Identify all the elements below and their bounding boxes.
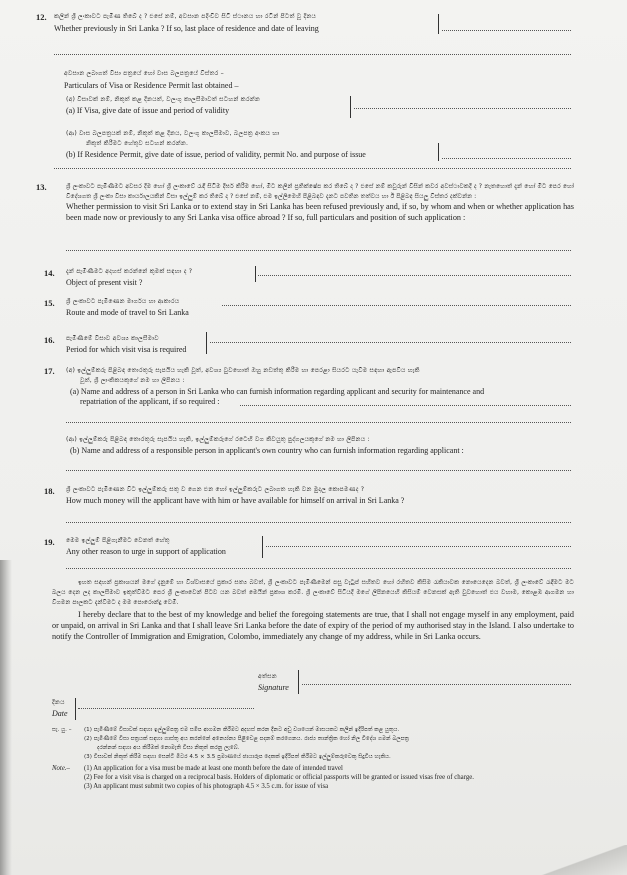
- q13-number: 13.: [36, 182, 47, 192]
- signature-label-sinhala: අත්සන: [258, 673, 277, 680]
- q15-answer-field[interactable]: [222, 305, 571, 306]
- date-brace: [75, 698, 76, 720]
- notes-english-item-2: (2) Fee for a visit visa is charged on a reciprocal basis. Holders of diplomatic or official passports will be granted or issued visas free of charge.: [84, 774, 474, 781]
- q19-answer-field-2[interactable]: [66, 568, 571, 569]
- declaration-sinhala: ඉහත සඳහන් ප්‍රකාශයන් මගේ දැනුමේ හා විශ්වාසයේ ප්‍රකාර සත්‍ය බවත්, ශ්‍රී ලංකාවට පැමිණීමෙන් පසු වැටුප් සහිතව හෝ රහිතව කිසිම රැකියාවක නොයෙදෙන බවත්, ශ්‍රී ලංකාවේ රැඳීමට මට බලය දෙන ලද කාලසීමාව ඉකුත්වීමට පෙර ශ්‍රී ලංකාවෙන් පිටව යන බවත් මෙයින් ප්‍රකාශ කරමි. ශ්‍රී ලංකාවේ සිටියදී මගේ ලිපිනයෙහි කිසියම් වෙනසක් ඇති වුවහොත් එය වහාම, කොළඹ ආගමන හා විගමන පාලකට දැන්වීමට ද මම පොරොන්දු වෙමි.: [52, 579, 574, 606]
- q15-sinhala: ශ්‍රී ලංකාවට පැමිණෙන මාර්ගය හා ආකාරය: [66, 298, 180, 305]
- page-curl: [537, 845, 627, 875]
- q18-number: 18.: [44, 486, 55, 496]
- notes-sinhala-label: සැ. යු. –: [52, 727, 72, 733]
- q14-brace: [255, 266, 256, 282]
- q17b-answer-field[interactable]: [66, 470, 571, 471]
- q12-permit-english: Particulars of Visa or Residence Permit last obtained –: [64, 81, 239, 90]
- q13-answer-field[interactable]: [66, 250, 571, 251]
- q13-english: Whether permission to visit Sri Lanka or to extend stay in Sri Lanka has been refused previously and, if so, by whom and when or whether application has been made now or previously to any Sri Lanka visa office abroad ? If so, full particulars and position of such application :: [66, 202, 574, 222]
- q12-sinhala: කලින් ශ්‍රී ලංකාවට පැමිණ තිබේ ද ? එසේ නම්, අවසාන පදිංචිව සිටි ස්ථානය හා රටින් පිටත් වූ දිනය: [54, 13, 317, 20]
- q14-sinhala: දැන් පැමිණීමට අදහස් කරන්නේ කුමක් සඳහා ද ?: [66, 268, 193, 275]
- q12b-answer-field-2[interactable]: [54, 168, 571, 169]
- q16-answer-field[interactable]: [210, 342, 571, 343]
- q16-english: Period for which visit visa is required: [66, 345, 187, 354]
- q13-text: [66, 182, 574, 223]
- q12b-sinhala-2: නිකුත් කිරීමට හේතුව සටහන් කරන්න.: [86, 140, 189, 147]
- q15-english: Route and mode of travel to Sri Lanka: [66, 308, 189, 317]
- q15-number: 15.: [44, 298, 55, 308]
- q17a-answer-field[interactable]: [240, 405, 571, 406]
- q19-number: 19.: [44, 537, 55, 547]
- q12a-english: (a) If Visa, give date of issue and period of validity: [66, 106, 230, 115]
- q12b-answer-field[interactable]: [442, 158, 571, 159]
- q14-answer-field[interactable]: [258, 275, 571, 276]
- q12b-english: (b) If Residence Permit, give date of issue, period of validity, permit No. and purpose of issue: [66, 150, 366, 159]
- q19-brace: [262, 536, 263, 558]
- notes-english-label: Note.–: [52, 765, 70, 772]
- q17b-english: (b) Name and address of a responsible person in applicant's own country who can furnish information regarding applicant :: [70, 446, 464, 455]
- q13-sinhala: ශ්‍රී ලංකාවට පැමිණීමට අවසර දීම හෝ ශ්‍රී ලංකාවේ රැඳී සිටීම දීර්ඝ කිරීම හෝ, මීට කලින් ප්‍රතික්ෂේප කර තිබේ ද ? එසේ නම් කවුරුන් විසින් කවර අවස්ථාවකදී ද ? නැතහොත් දැන් හෝ මීට පෙර හෝ විදේශගත ශ්‍රී ලංකා වීසා කාර්යාලයකින් වීසා ඉල්ලුම් කර තිබේ ද ? එසේ නම්, එම ඉල්ලීමෙහි පිළිබඳව දැනට පවතින තත්වය හා ඊ පිළිබඳ සියලු විස්තර දක්වන්න :: [66, 183, 574, 200]
- declaration-english: I hereby declare that to the best of my knowledge and belief the foregoing statements are true, that I shall not engage myself in any employment, paid or unpaid, on arrival in Sri Lanka and that I shall leave Sri Lanka before the date of expiry of the period of my authorised stay in the Island. I also undertake to notify the Controller of Immigration and Emigration, Colombo, immediately any change of my address, while in Sri Lanka occurs.: [52, 610, 574, 641]
- q18-answer-field[interactable]: [66, 522, 571, 523]
- q12-english: Whether previously in Sri Lanka ? If so, last place of residence and date of leaving: [54, 24, 319, 33]
- q19-sinhala: මෙම ඉල්ලුම් පිළිගැනීමට වෙනත් හේතු: [66, 537, 170, 544]
- scan-shadow: [0, 560, 12, 875]
- q16-brace: [206, 332, 207, 354]
- q17a-answer-field-2[interactable]: [66, 422, 571, 423]
- notes-english-item-1: (1) An application for a visa must be made at least one month before the date of intended travel: [84, 765, 343, 772]
- q18-english: How much money will the applicant have with him or have available for himself on arrival in Sri Lanka ?: [66, 496, 405, 505]
- q17b-sinhala: (ආ) ඉල්ලුම්කරු පිළිබඳ තොරතුරු සැපයිය හැකි, ඉල්ලුම්කරුගේ රටෙහි වග කිවයුතු පුද්ගලයකුගේ නම හා ලිපිනය :: [66, 436, 370, 443]
- notes-english-item-3: (3) An applicant must submit two copies of his photograph 4.5 × 3.5 c.m. for issue of visa: [84, 783, 329, 790]
- q16-number: 16.: [44, 335, 55, 345]
- q12a-brace: [350, 96, 351, 118]
- q12-brace: [438, 14, 439, 34]
- q17a-english-1: (a) Name and address of a person in Sri Lanka who can furnish information regarding applicant and security for maintenance and: [70, 387, 485, 396]
- date-label-sinhala: දිනය: [52, 699, 65, 706]
- q12a-answer-field[interactable]: [354, 108, 571, 109]
- signature-brace: [298, 670, 299, 694]
- notes-sinhala-item-2: (2) පැමිණීමේ වීසා පත්‍රයක් සඳහා ගාස්තු අය කරන්නේ අන්‍යෝන්‍ය පිළිවෙළ පදනම් කරගෙනය. රාජ්‍ය තාන්ත්‍රික හෝ නිල විදේශ ගමන් බලපත්‍ර: [84, 736, 409, 742]
- q12-number: 12.: [36, 12, 47, 22]
- q12-answer-field-2[interactable]: [54, 54, 571, 55]
- date-field[interactable]: [78, 708, 254, 709]
- q14-english: Object of present visit ?: [66, 278, 143, 287]
- q19-answer-field[interactable]: [266, 546, 571, 547]
- q18-sinhala: ශ්‍රී ලංකාවට පැමිණෙන විට ඉල්ලුම්කරු සතු ව ගෙන එන හෝ ඉල්ලුම්කරුට ලබාගත හැකි වන මුදල කොපමණද ?: [66, 486, 365, 493]
- declaration: [52, 578, 574, 642]
- q17a-sinhala-2: වූත්, ශ්‍රී ලාංකිකයකුගේ නම හා ලිපිනය :: [80, 377, 185, 384]
- notes-sinhala-item-1: (1) පැමිණීමේ වීසාවක් සඳහා ඉල්ලුම්පත්‍ර එම සමීප ආගමන කිරීමට අදහස් කරන දිනට අඩු වශයෙන් මාසයකට කලින් ඉදිරිපත් කළ යුතුය.: [84, 727, 400, 733]
- q14-number: 14.: [44, 268, 55, 278]
- q12b-sinhala-1: (ආ) වාස බලපත්‍රයක් නම්, නිකුත් කළ දිනය, වලංගු කාලසීමාව, බලපත්‍ර අංකය හා: [66, 130, 280, 137]
- signature-label-english: Signature: [258, 683, 289, 692]
- q12b-brace: [438, 143, 439, 161]
- q17-number: 17.: [44, 366, 55, 376]
- q19-english: Any other reason to urge in support of application: [66, 547, 226, 556]
- notes-sinhala-item-2b: දරන්නන් සඳහා අය කිරීමක් නොමැති වීසා නිකුත් කරනු ලැබේ.: [97, 745, 240, 751]
- q12-permit-sinhala: අවසාන ලබාගත් වීසා පත්‍රයේ හෝ වාස බලපත්‍රයේ විස්තර –: [64, 70, 224, 77]
- q12a-sinhala: (අ) වීසාවක් නම්, නිකුත් කළ දිනයත්, වලංගු කාලසීමාවත් සටහන් කරන්න: [66, 96, 261, 103]
- q16-sinhala: පැමිණීමේ වීසාව අවශ්‍ය කාලසීමාව: [66, 335, 159, 342]
- date-label-english: Date: [52, 709, 68, 718]
- q17a-english-2: repatriation of the applicant, if so required :: [80, 397, 220, 406]
- q12-answer-field[interactable]: [442, 30, 571, 31]
- q17a-sinhala-1: (අ) ඉල්ලුම්කරු පිළිබඳ තොරතුරු සැපයිය හැකි වූත්, අවශ්‍ය වුවහොත් ඔහු නඩත්තු කිරීම හා පෙරළා සියරට යැවීම සඳහා ඇපවිය හැකි: [66, 367, 420, 374]
- notes-sinhala-item-3: (3) වීසාවක් නිකුත් කිරීම සඳහා සෙන්ටි මීටර 4.5 × 3.5 ප්‍රමාණයේ ඡායාරූප දෙකක් ඉදිරිපත් කිරීමට ඉල්ලුම්කරුවෙකු සිදුවිය හැකිය.: [84, 754, 391, 760]
- signature-field[interactable]: [302, 684, 571, 685]
